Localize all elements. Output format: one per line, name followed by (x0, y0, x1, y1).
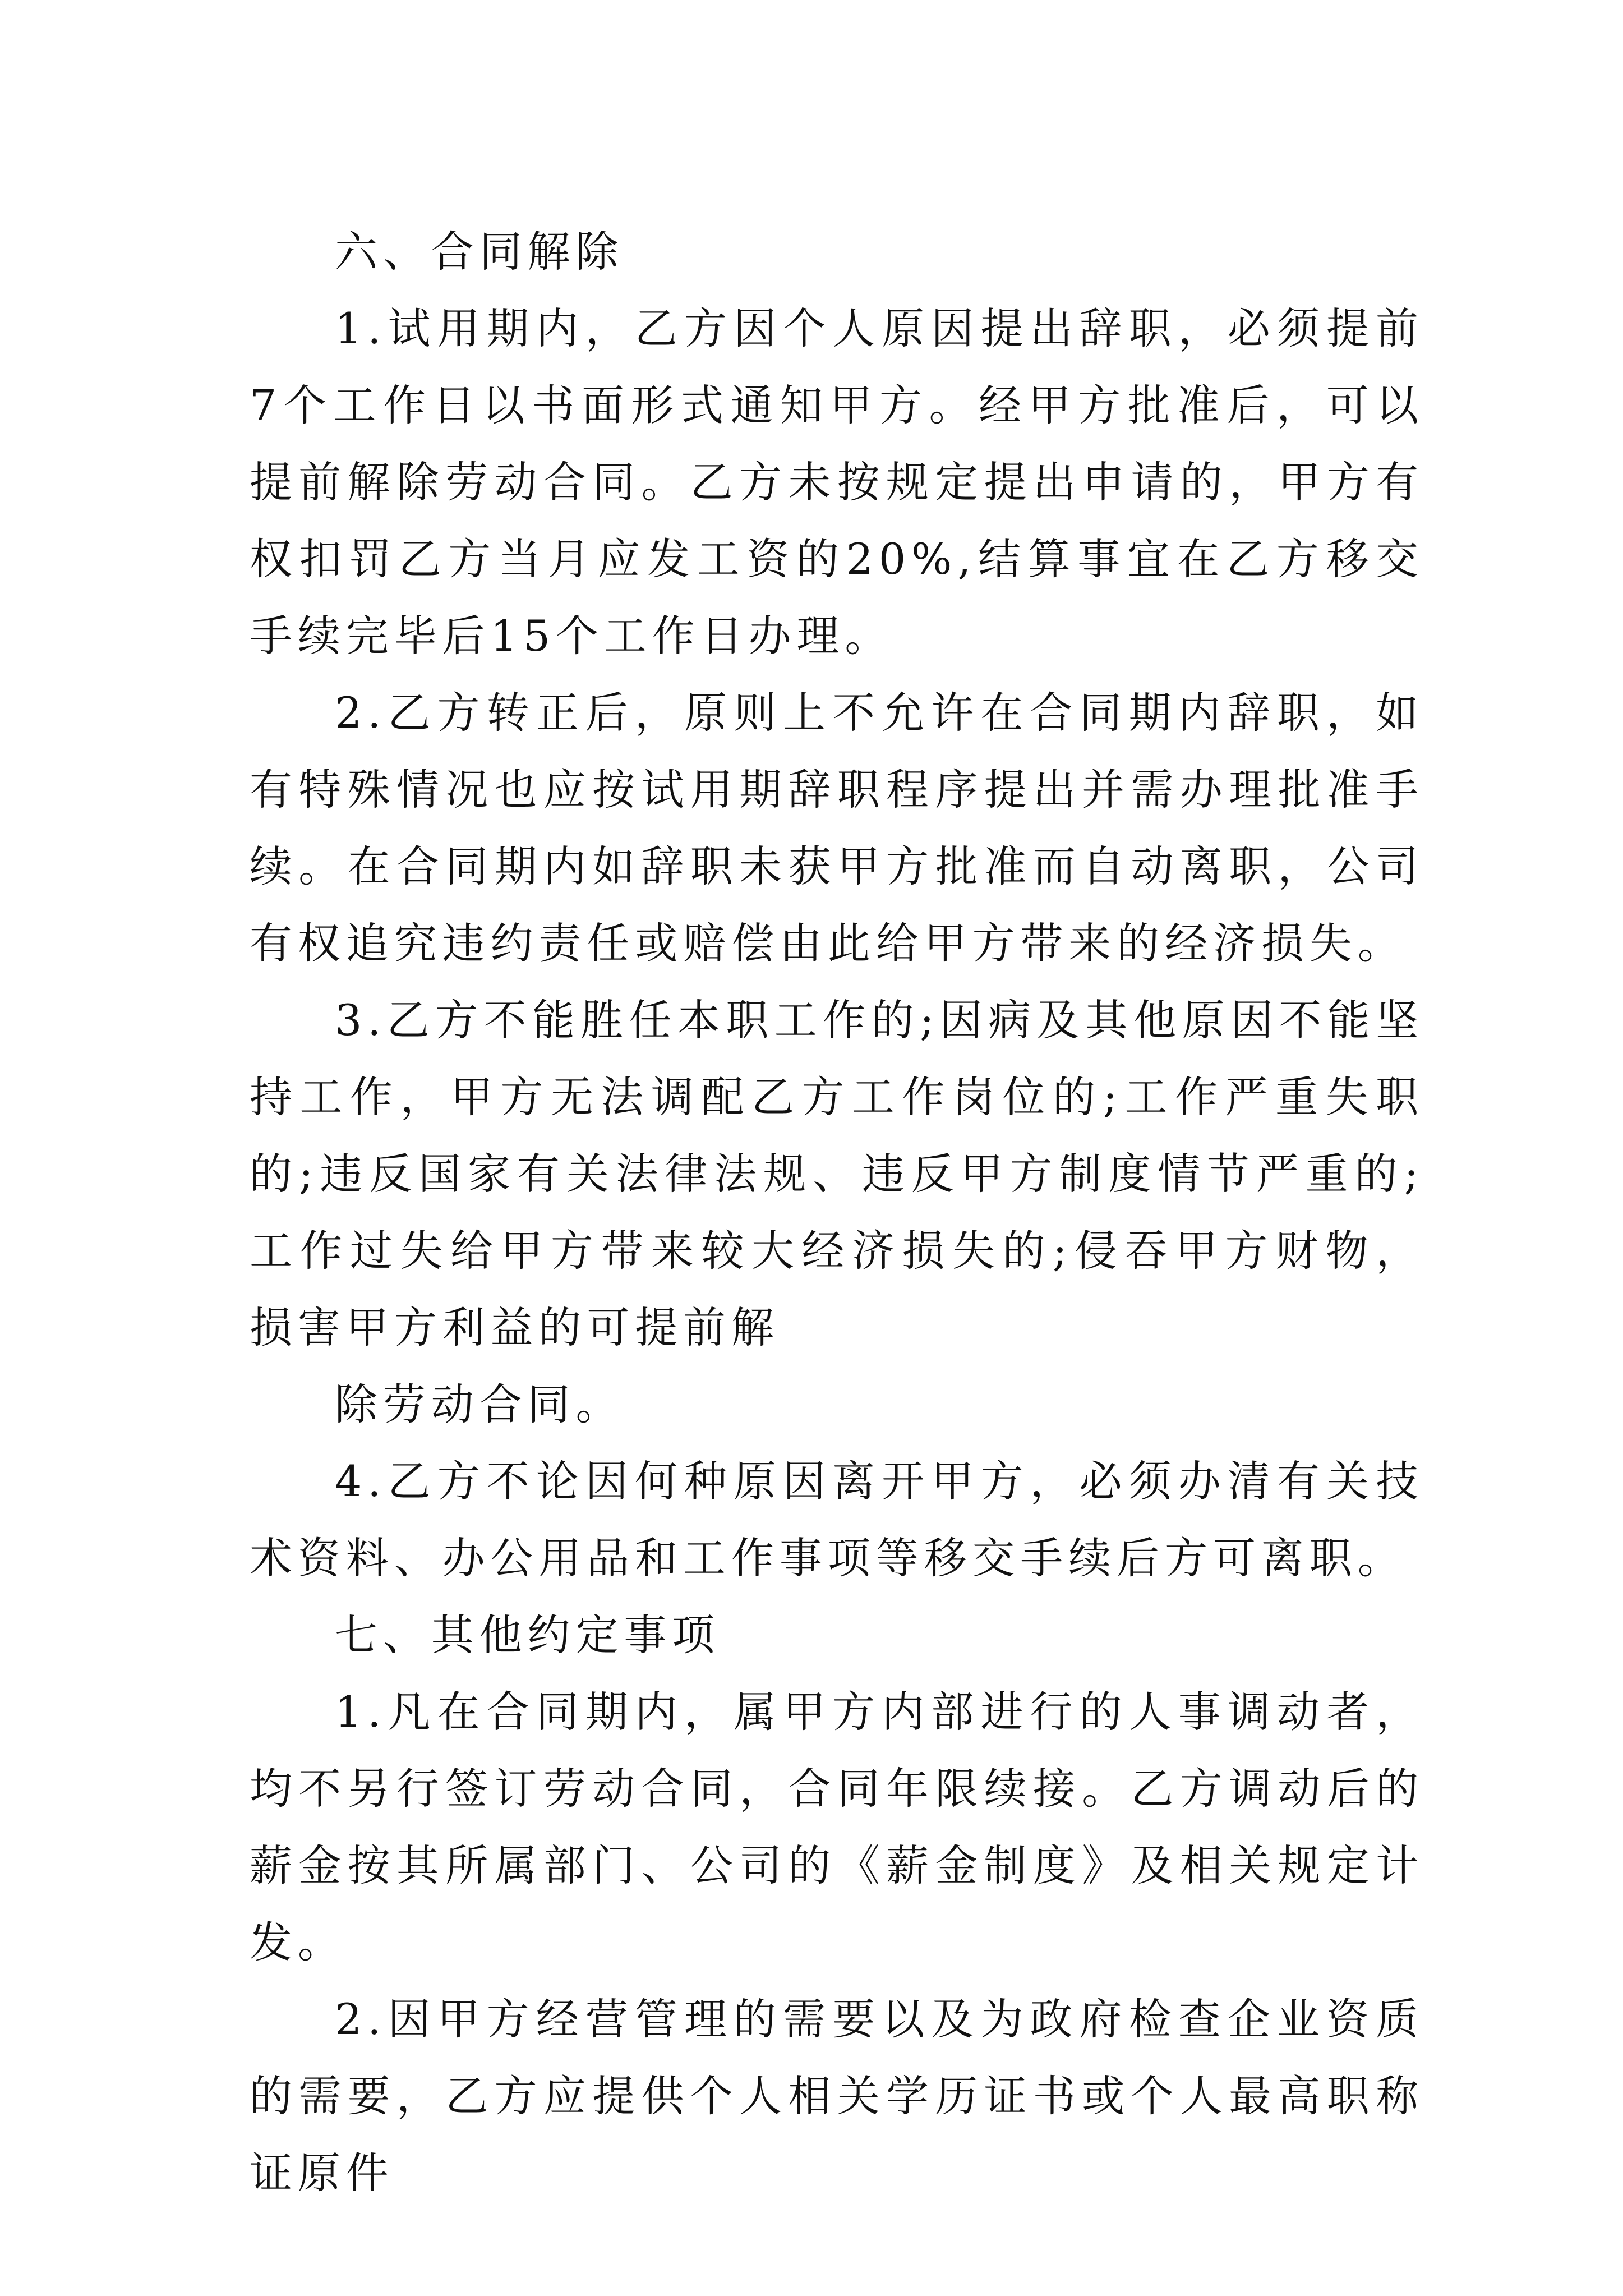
section-heading-other-agreements: 七、其他约定事项 (335, 1610, 721, 1660)
paragraph-post-confirmation-resignation: 2.乙方转正后，原则上不允许在合同期内辞职，如有特殊情况也应按试用期辞职程序提出并需办理批准手续。在合同期内如辞职未获甲方批准而自动离职，公司有权追究违约责任或赔偿由此给甲方带来的经济损失。 (250, 688, 1424, 968)
paragraph-handover-procedures: 4.乙方不论因何种原因离开甲方，必须办清有关技术资料、办公用品和工作事项等移交手续后方可离职。 (250, 1456, 1424, 1583)
paragraph-certificate-originals: 2.因甲方经营管理的需要以及为政府检查企业资质的需要，乙方应提供个人相关学历证书或个人最高职称证原件 (250, 1994, 1424, 2198)
paragraph-early-termination-conditions: 3.乙方不能胜任本职工作的;因病及其他原因不能坚持工作，甲方无法调配乙方工作岗位的;工作严重失职的;违反国家有关法律法规、违反甲方制度情节严重的;工作过失给甲方带来较大经济损失的;侵吞甲方财物，损害甲方利益的可提前解 (250, 995, 1424, 1352)
section-heading-contract-termination: 六、合同解除 (335, 227, 624, 277)
paragraph-early-termination-continuation: 除劳动合同。 (335, 1379, 624, 1429)
paragraph-internal-transfer: 1.凡在合同期内，属甲方内部进行的人事调动者，均不另行签订劳动合同，合同年限续接。乙方调动后的薪金按其所属部门、公司的《薪金制度》及相关规定计发。 (250, 1687, 1424, 1967)
paragraph-probation-resignation: 1.试用期内，乙方因个人原因提出辞职，必须提前7个工作日以书面形式通知甲方。经甲方批准后，可以提前解除劳动合同。乙方未按规定提出申请的，甲方有权扣罚乙方当月应发工资的20%,结算事宜在乙方移交手续完毕后15个工作日办理。 (250, 303, 1424, 661)
